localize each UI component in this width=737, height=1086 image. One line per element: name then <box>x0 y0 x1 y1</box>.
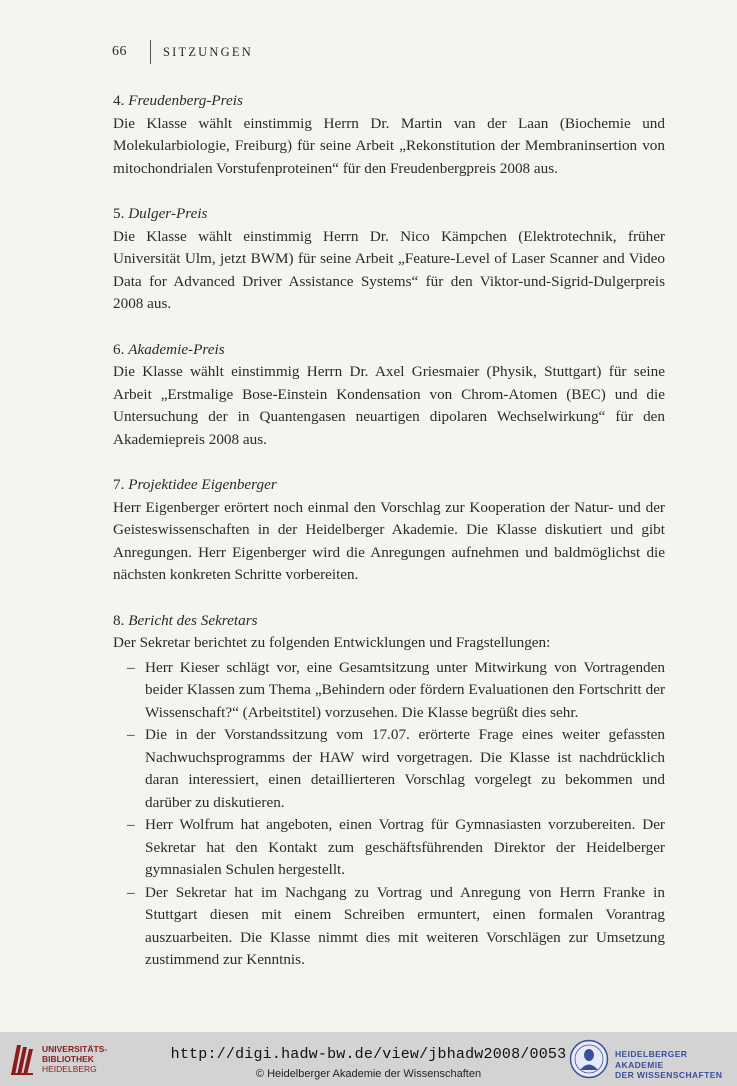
academy-name-line: DER WISSENSCHAFTEN <box>615 1070 723 1080</box>
academy-seal-icon[interactable] <box>569 1039 609 1079</box>
report-item-text: Herr Wolfrum hat angeboten, einen Vortrag für Gymnasiasten vorzubereiten. Der Sekretar hat den Kontakt zum geschäftsführenden Direktor der Heidelberger gymnasialen Schulen hergestellt. <box>145 816 665 878</box>
section-paragraph: Herr Eigenberger erörtert noch einmal den Vorschlag zur Kooperation der Natur- und der Geisteswissenschaften in der Heidelberger Akademie. Die Klasse diskutiert und gibt Anregungen. Herr Eigenberger wird die Anregungen aufnehmen und baldmöglichst die nächsten konkreten Schritte vorbereiten. <box>113 498 665 583</box>
header-divider <box>150 40 151 64</box>
section-heading <box>113 610 665 633</box>
permalink-url[interactable]: http://digi.hadw-bw.de/view/jbhadw2008/0053 <box>170 1046 567 1063</box>
report-list-item <box>113 882 665 972</box>
page-number: 66 <box>112 44 127 59</box>
list-dash: – <box>127 816 135 833</box>
section-number: 5. <box>113 205 125 222</box>
academy-name-line: HEIDELBERGER AKADEMIE <box>615 1049 688 1070</box>
library-name-line: BIBLIOTHEK <box>42 1054 94 1064</box>
report-item-text: Die in der Vorstandssitzung vom 17.07. erörterte Frage eines weiter gefassten Nachwuchsprogramms der HAW wird vorgetragen. Die Klasse ist nachdrücklich daran interessiert, einen detaillierteren Vorschlag vorgelegt zu bekommen und darüber zu diskutieren. <box>145 726 665 811</box>
section-heading <box>113 203 665 226</box>
library-name-line: HEIDELBERG <box>42 1064 97 1074</box>
section-title: Freudenberg-Preis <box>128 92 243 109</box>
section-paragraph: Die Klasse wählt einstimmig Herrn Dr. Nico Kämpchen (Elektrotechnik, früher Universität Ulm, jetzt BWM) für seine Arbeit „Feature-Level of Laser Scanner and Video Data for Advanced Driver Assistance Systems“ für den Viktor-und-Sigrid-Dulgerpreis 2008 aus. <box>113 227 665 312</box>
section-projektidee-eigenberger <box>113 474 665 587</box>
list-dash: – <box>127 658 135 676</box>
library-name-line: UNIVERSITÄTS- <box>42 1044 108 1054</box>
section-number: 8. <box>113 611 125 629</box>
section-akademie-preis <box>113 339 665 452</box>
report-list-item <box>113 724 665 814</box>
section-title: Dulger-Preis <box>128 205 208 222</box>
report-item-text: Der Sekretar hat im Nachgang zu Vortrag und Anregung von Herrn Franke in Stuttgart diesen mit einem Schreiben ermuntert, einen formalen Vorantrag auszuarbeiten. Die Klasse nimmt dies mit weiteren Vorschlägen zur Umsetzung zustimmend zur Kenntnis. <box>145 883 665 968</box>
report-list-item <box>113 657 665 725</box>
list-dash: – <box>127 883 135 901</box>
section-paragraph: Die Klasse wählt einstimmig Herrn Dr. Martin van der Laan (Biochemie und Molekularbiologie, Freiburg) für seine Arbeit „Rekonstitution der Membraninsertion von mitochondrialen Vorstufenproteinen“ für den Freudenbergpreis 2008 aus. <box>113 114 665 177</box>
section-bericht-des-sekretars <box>113 610 665 972</box>
report-list-item <box>113 814 665 882</box>
section-number: 6. <box>113 340 125 358</box>
section-title: Akademie-Preis <box>128 340 225 358</box>
section-title: Bericht des Sekretars <box>128 611 258 629</box>
section-title: Projektidee Eigenberger <box>128 476 277 493</box>
section-freudenberg-preis <box>113 90 665 180</box>
section-number: 4. <box>113 92 125 109</box>
section-heading <box>113 339 665 362</box>
section-heading <box>113 474 665 497</box>
section-paragraph: Die Klasse wählt einstimmig Herrn Dr. Axel Griesmaier (Physik, Stuttgart) für seine Arbeit „Erstmalige Bose-Einstein Kondensation von Chrom-Atomen (BEC) und die Untersuchung der in Quantengasen neuartigen dipolaren Wechselwirkung“ für den Akademiepreis 2008 aus. <box>113 363 665 448</box>
footer-bar <box>0 1032 737 1086</box>
section-number: 7. <box>113 476 125 493</box>
running-head <box>112 42 253 62</box>
academy-name[interactable] <box>615 1049 737 1081</box>
section-heading <box>113 90 665 113</box>
page-body <box>113 90 665 995</box>
section-dulger-preis <box>113 203 665 316</box>
running-head-title: SITZUNGEN <box>163 44 253 59</box>
report-intro: Der Sekretar berichtet zu folgenden Entwicklungen und Fragstellungen: <box>113 634 551 651</box>
list-dash: – <box>127 726 135 743</box>
copyright-notice: © Heidelberger Akademie der Wissenschaften <box>255 1068 482 1080</box>
report-item-text: Herr Kieser schlägt vor, eine Gesamtsitzung unter Mitwirkung von Vortragenden beider Klassen zum Thema „Behindern oder fördern Evaluationen den Fortschritt der Wissenschaft?“ (Arbeitstitel) vorzusehen. Die Klasse begrüßt dies sehr. <box>145 658 665 721</box>
report-list <box>113 657 665 972</box>
